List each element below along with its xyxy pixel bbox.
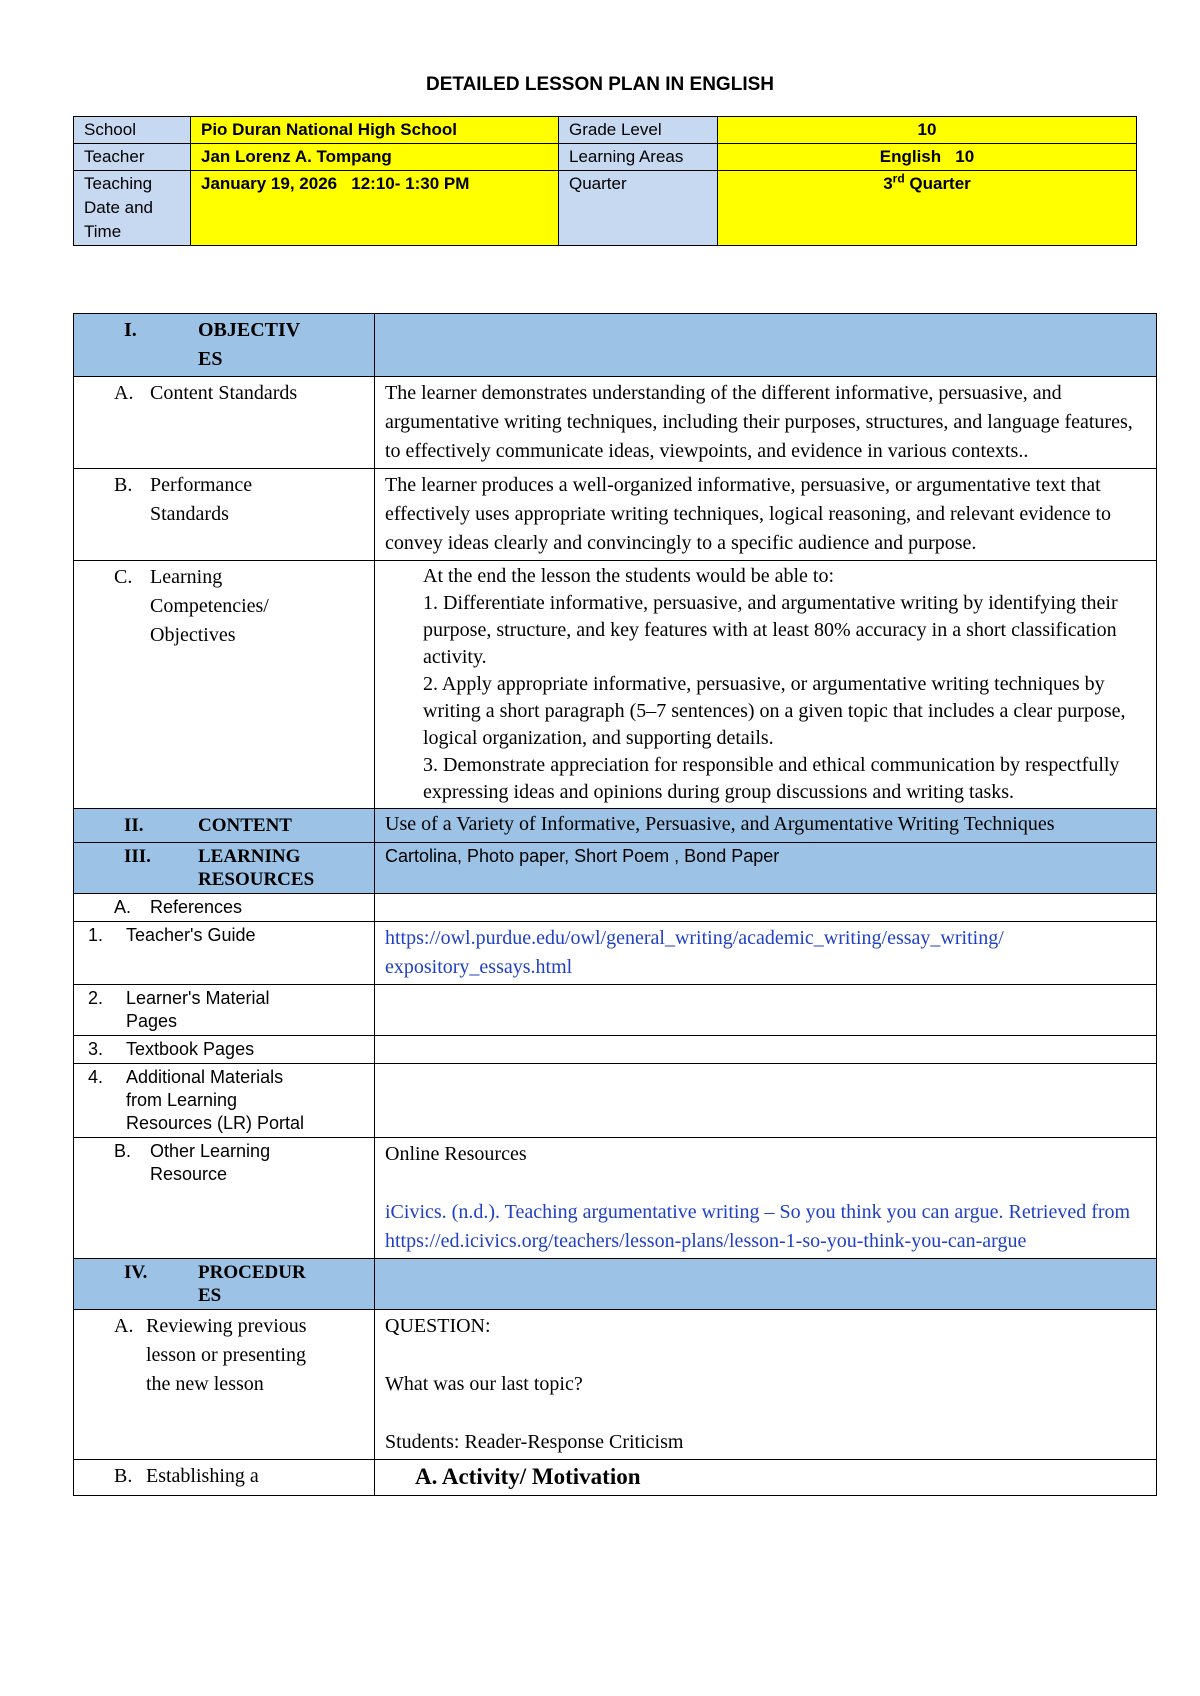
content-standards-text: The learner demonstrates understanding of the different informative, persuasive, and argumentative writing techniques, including their purposes, structures, and language features, to effectively communicate ideas, viewpoints, and evidence in various contexts.. [375,377,1157,469]
content-heading: II. CONTENT [74,809,375,843]
resources-value: Cartolina, Photo paper, Short Poem , Bond Paper [375,843,1157,894]
activity-cell [375,1460,1157,1496]
procedures-heading: IV. PROCEDUR ES [74,1259,375,1310]
review-label: A. Reviewing previous lesson or presenting the new lesson [74,1310,375,1460]
page-title: DETAILED LESSON PLAN IN ENGLISH [425,74,774,95]
references-label: A. References [74,894,375,922]
other-resource-label: B. Other Learning Resource [74,1138,375,1259]
teachers-guide-link[interactable]: https://owl.purdue.edu/owl/general_writing/academic_writing/essay_writing/ expository_essays.html [375,922,1157,985]
area-value: English 10 [718,144,1137,171]
lesson-plan-table [73,313,1157,1496]
teacher-label: Teacher [74,144,191,171]
learners-material-label: 2. Learner's Material Pages [74,985,375,1036]
school-value: Pio Duran National High School [191,117,559,144]
school-label: School [74,117,191,144]
date-label: Teaching Date and Time [74,171,191,246]
quarter-value: 3rd Quarter [718,171,1137,246]
quarter-label: Quarter [559,171,718,246]
performance-standards-label: B. Performance Standards [74,469,375,561]
activity-title: A. Activity/ Motivation [415,1464,641,1489]
icivics-citation[interactable]: iCivics. (n.d.). Teaching argumentative writing – So you think you can argue. Retrieved from https://ed.icivics.org/teachers/lesson-plans/lesson-1-so-you-think-you-can-argue [385,1201,1131,1252]
content-standards-label: A. Content Standards [74,377,375,469]
textbook-pages-label: 3. Textbook Pages [74,1036,375,1064]
review-question: What was our last topic? [385,1373,583,1395]
competencies-text [375,561,1157,809]
additional-materials-label: 4. Additional Materials from Learning Resources (LR) Portal [74,1064,375,1138]
teachers-guide-label: 1. Teacher's Guide [74,922,375,985]
grade-label: Grade Level [559,117,718,144]
establishing-label: B. Establishing a [74,1460,375,1496]
date-value: January 19, 2026 12:10- 1:30 PM [191,171,559,246]
content-value: Use of a Variety of Informative, Persuasive, and Argumentative Writing Techniques [375,809,1157,843]
competencies-label: C. Learning Competencies/ Objectives [74,561,375,809]
objectives-heading: I. OBJECTIV ES [74,314,375,377]
competency-item: 3. Demonstrate appreciation for responsible and ethical communication by respectfully expressing ideas and opinions during group discussions and writing tasks. [423,754,1120,803]
resources-heading: III. LEARNING RESOURCES [74,843,375,894]
teacher-value: Jan Lorenz A. Tompang [191,144,559,171]
grade-value: 10 [718,117,1137,144]
competencies-intro: At the end the lesson the students would be able to: [423,565,835,587]
online-resources-heading: Online Resources [385,1143,527,1165]
lesson-info-table [73,116,1137,246]
competency-item: 1. Differentiate informative, persuasive, and argumentative writing by identifying their purpose, structure, and key features with at least 80% accuracy in a short classification activity. [423,592,1118,668]
area-label: Learning Areas [559,144,718,171]
review-text [375,1310,1157,1460]
other-resource-text [375,1138,1157,1259]
performance-standards-text: The learner produces a well-organized informative, persuasive, or argumentative text that effectively uses appropriate writing techniques, logical reasoning, and relevant evidence to convey ideas clearly and convincingly to a specific audience and purpose. [375,469,1157,561]
review-answer: Students: Reader-Response Criticism [385,1431,684,1453]
question-label: QUESTION: [385,1315,491,1337]
competency-item: 2. Apply appropriate informative, persuasive, or argumentative writing techniques by writing a short paragraph (5–7 sentences) on a given topic that includes a clear purpose, logical organization, and supporting details. [423,673,1126,749]
